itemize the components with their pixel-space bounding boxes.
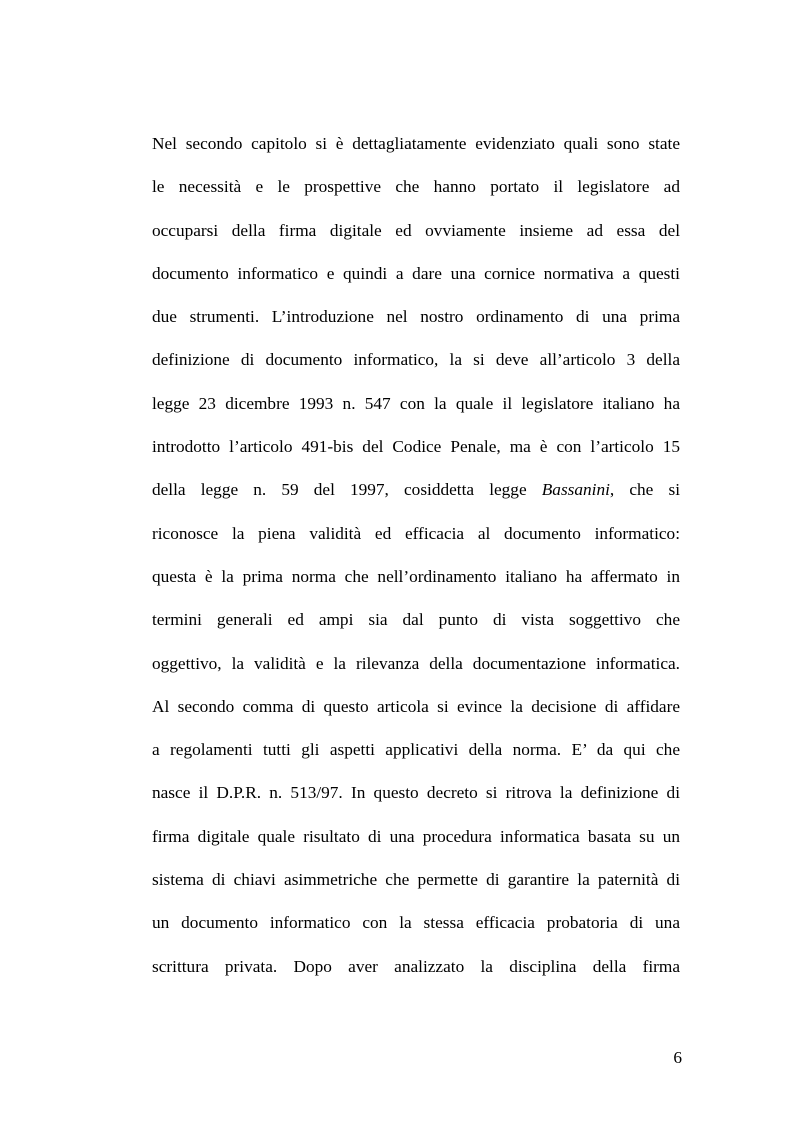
text-line-9-end: , che si	[609, 480, 681, 500]
text-line-17: firma digitale quale risultato di una procedura informatica basata su un	[152, 826, 680, 846]
body-paragraph	[152, 131, 680, 997]
text-line-1: Nel secondo capitolo si è dettagliatamente evidenziato quali sono state	[152, 134, 680, 153]
text-line-15: a regolamenti tutti gli aspetti applicativi della norma. E’ da qui che	[152, 740, 680, 760]
page-number: 6	[673, 1048, 682, 1067]
text-line-18: sistema di chiavi asimmetriche che permette di garantire la paternità di	[152, 870, 680, 890]
text-line-10: riconosce la piena validità ed efficacia al documento informatico:	[152, 523, 680, 543]
text-line-6: definizione di documento informatico, la si deve all’articolo 3 della	[152, 350, 680, 370]
text-line-3: occuparsi della firma digitale ed ovviamente insieme ad essa del	[152, 220, 680, 240]
text-line-9-start: della legge n. 59 del 1997, cosiddetta legge	[152, 480, 542, 500]
text-line-19: un documento informatico con la stessa efficacia probatoria di una	[152, 913, 680, 933]
text-line-2: le necessità e le prospettive che hanno portato il legislatore ad	[152, 177, 680, 197]
text-line-7: legge 23 dicembre 1993 n. 547 con la quale il legislatore italiano ha	[152, 393, 680, 413]
italic-term-bassanini: Bassanini	[541, 480, 610, 500]
text-line-4: documento informatico e quindi a dare una cornice normativa a questi	[152, 263, 680, 283]
text-line-9	[152, 477, 680, 520]
text-line-20: scrittura privata. Dopo aver analizzato la disciplina della firma	[152, 956, 680, 976]
text-line-11: questa è la prima norma che nell’ordinamento italiano ha affermato in	[152, 566, 680, 586]
text-line-14: Al secondo comma di questo articola si evince la decisione di affidare	[152, 696, 680, 716]
text-line-16: nasce il D.P.R. n. 513/97. In questo decreto si ritrova la definizione di	[152, 783, 680, 803]
text-line-8: introdotto l’articolo 491-bis del Codice Penale, ma è con l’articolo 15	[152, 437, 680, 457]
text-line-5: due strumenti. L’introduzione nel nostro ordinamento di una prima	[152, 307, 680, 327]
text-line-13: oggettivo, la validità e la rilevanza della documentazione informatica.	[152, 653, 680, 673]
text-line-12: termini generali ed ampi sia dal punto di vista soggettivo che	[152, 610, 680, 630]
